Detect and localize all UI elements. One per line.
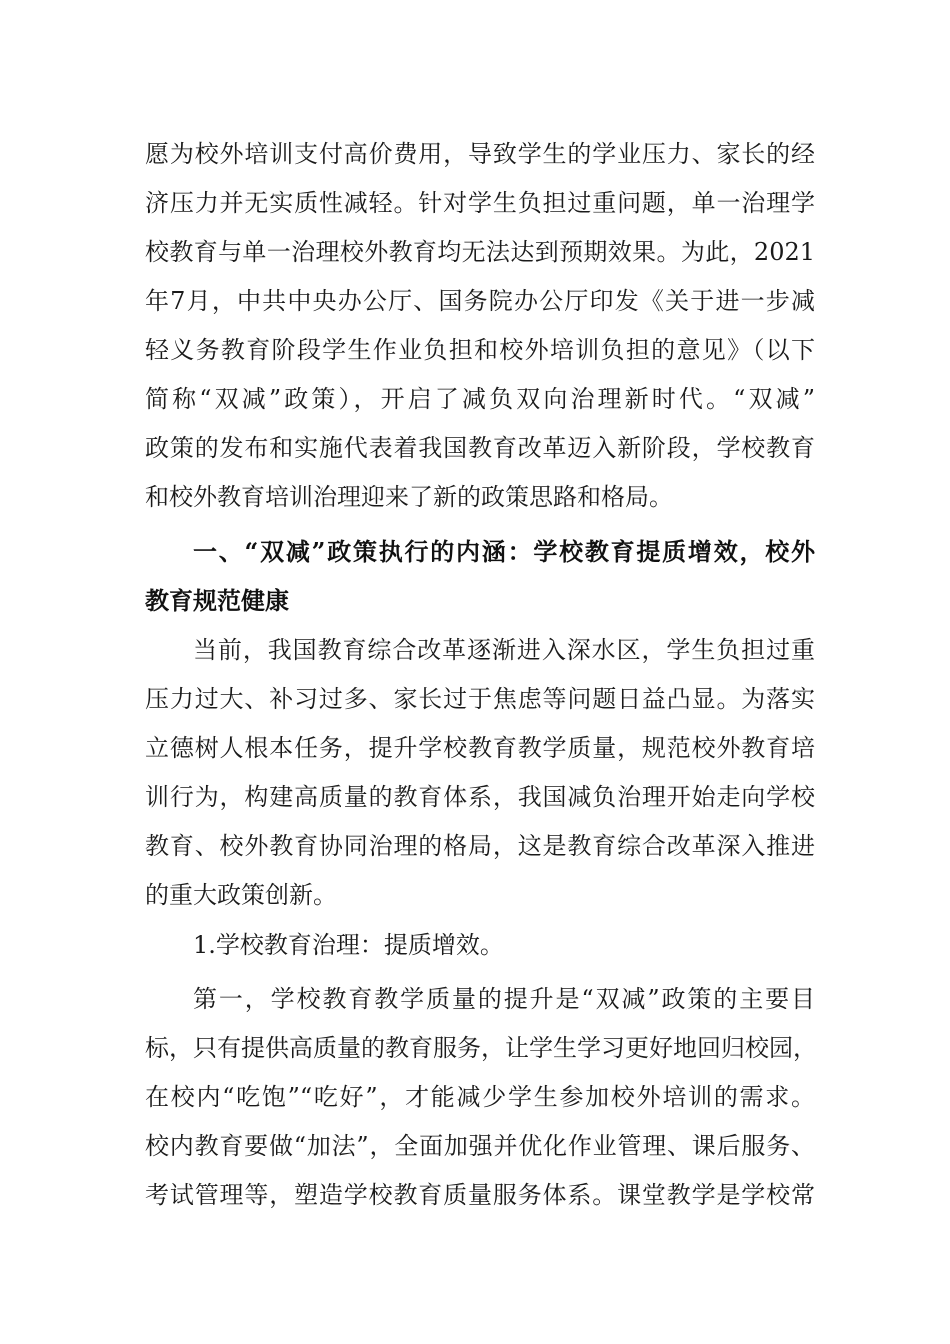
paragraph-line: 校教育与单一治理校外教育均无法达到预期效果。为此，2021 bbox=[145, 238, 815, 266]
section-heading: 教育规范健康 bbox=[145, 586, 289, 615]
paragraph-line: 教育、校外教育协同治理的格局，这是教育综合改革深入推进 bbox=[145, 832, 815, 860]
paragraph-line: 立德树人根本任务，提升学校教育教学质量，规范校外教育培 bbox=[145, 734, 815, 762]
paragraph-line: 和校外教育培训治理迎来了新的政策思路和格局。 bbox=[145, 483, 673, 511]
paragraph-line: 压力过大、补习过多、家长过于焦虑等问题日益凸显。为落实 bbox=[145, 685, 815, 713]
paragraph-line: 标，只有提供高质量的教育服务，让学生学习更好地回归校园， bbox=[145, 1034, 817, 1062]
paragraph-line: 愿为校外培训支付高价费用，导致学生的学业压力、家长的经 bbox=[145, 140, 815, 168]
paragraph-line: 校内教育要做“加法”，全面加强并优化作业管理、课后服务、 bbox=[145, 1132, 815, 1160]
paragraph-line: 训行为，构建高质量的教育体系，我国减负治理开始走向学校 bbox=[145, 783, 815, 811]
paragraph-line: 简称“双减”政策），开启了减负双向治理新时代。“双减” bbox=[145, 385, 815, 413]
section-heading: 一、“双减”政策执行的内涵：学校教育提质增效，校外 bbox=[193, 537, 815, 566]
subheading: 1.学校教育治理：提质增效。 bbox=[193, 931, 504, 959]
paragraph-line: 轻义务教育阶段学生作业负担和校外培训负担的意见》（以下 bbox=[145, 336, 815, 364]
paragraph-line: 年7月，中共中央办公厅、国务院办公厅印发《关于进一步减 bbox=[145, 287, 815, 315]
paragraph-line: 在校内“吃饱”“吃好”，才能减少学生参加校外培训的需求。 bbox=[145, 1083, 815, 1111]
paragraph-line: 第一，学校教育教学质量的提升是“双减”政策的主要目 bbox=[193, 985, 815, 1013]
paragraph-line: 的重大政策创新。 bbox=[145, 881, 337, 909]
paragraph-line: 济压力并无实质性减轻。针对学生负担过重问题，单一治理学 bbox=[145, 189, 815, 217]
paragraph-line: 当前，我国教育综合改革逐渐进入深水区，学生负担过重 bbox=[193, 636, 815, 664]
paragraph-line: 政策的发布和实施代表着我国教育改革迈入新阶段，学校教育 bbox=[145, 434, 815, 462]
paragraph-line: 考试管理等，塑造学校教育质量服务体系。课堂教学是学校常 bbox=[145, 1181, 815, 1209]
